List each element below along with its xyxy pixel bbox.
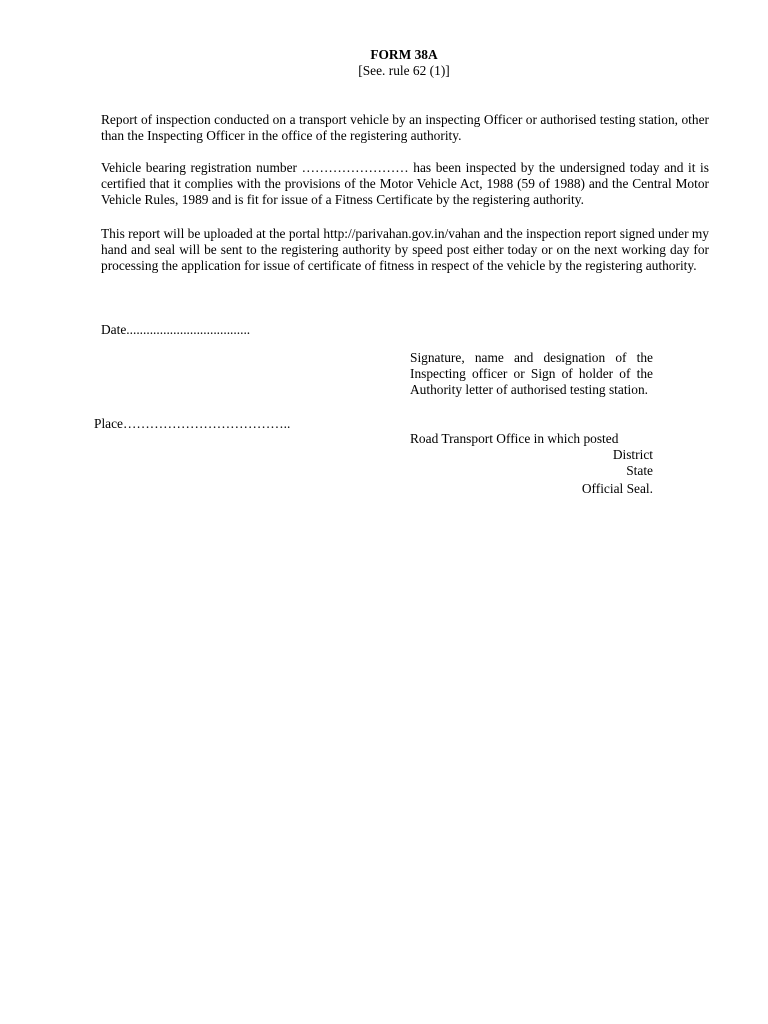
place-field: Place………………………………..	[94, 416, 291, 431]
form-rule-reference: [See. rule 62 (1)]	[358, 63, 450, 78]
date-field: Date.....................................	[101, 322, 251, 337]
official-seal-label: Official Seal.	[581, 481, 653, 496]
district-label: District	[612, 447, 653, 462]
signature-block: Signature, name and designation of the Inspecting officer or Sign of holder of the Authority letter of authorised testing station.	[410, 350, 653, 397]
posted-office-label: Road Transport Office in which posted	[410, 431, 619, 446]
form-title: FORM 38A	[370, 47, 438, 62]
state-label: State	[626, 463, 653, 478]
inspection-report-paragraph: Report of inspection conducted on a transport vehicle by an inspecting Officer or authorised testing station, other than the Inspecting Officer in the office of the registering authority.	[101, 112, 709, 143]
certification-paragraph: Vehicle bearing registration number …………………… has been inspected by the undersigned today and it is certified that it complies with the provisions of the Motor Vehicle Act, 1988 (59 of 1988) and the Central Motor Vehicle Rules, 1989 and is fit for issue of a Fitness Certificate by the registering authority.	[101, 160, 709, 207]
upload-notice-paragraph: This report will be uploaded at the portal http://parivahan.gov.in/vahan and the inspection report signed under my hand and seal will be sent to the registering authority by speed post either today or on the next working day for processing the application for issue of certificate of fitness in respect of the vehicle by the registering authority.	[101, 226, 709, 273]
